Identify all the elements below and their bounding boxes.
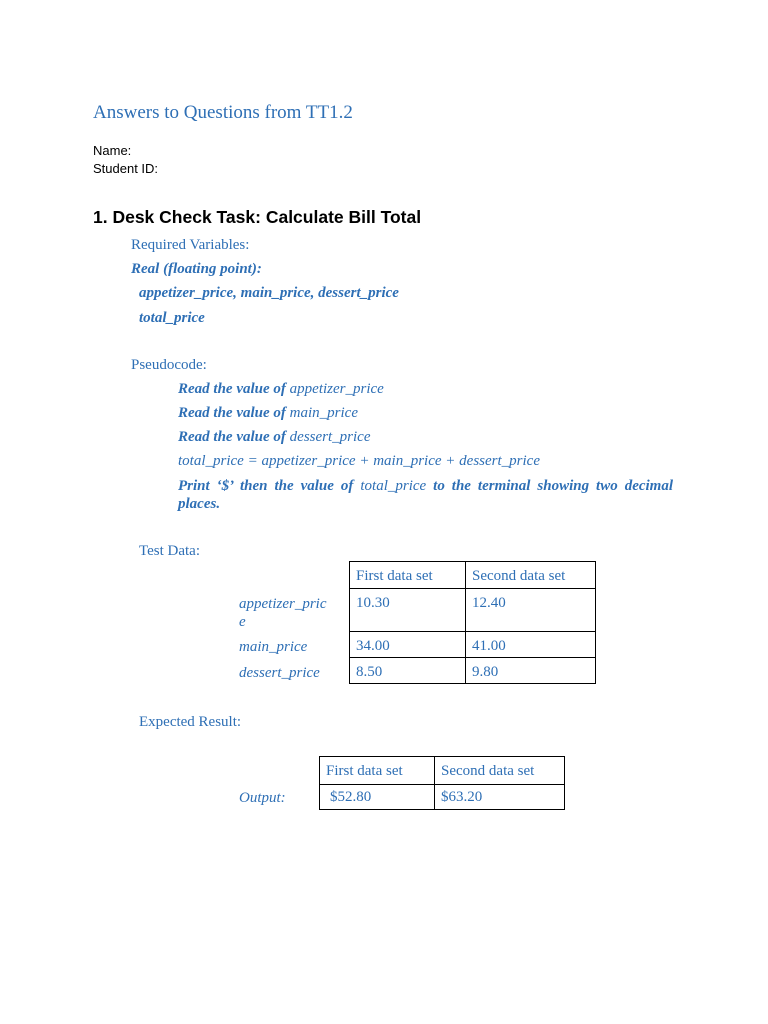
table-cell: 34.00: [350, 632, 466, 658]
pseudocode-print-line: [178, 477, 673, 513]
pseudocode-variable: dessert_price: [289, 429, 371, 445]
pseudocode-keyword: Read the value of: [178, 381, 286, 397]
pseudocode-variable: main_price: [289, 405, 358, 421]
pseudocode-print-keyword: Print ‘$’ then the value of: [178, 478, 354, 494]
row-label: appetizer_pric: [239, 596, 327, 612]
variables-line-2: total_price: [139, 310, 205, 326]
pseudocode-line: [178, 405, 358, 422]
table-header-cell: First data set: [320, 757, 435, 785]
table-header-cell: First data set: [350, 562, 466, 589]
row-label: dessert_price: [239, 665, 320, 681]
pseudocode-keyword: Read the value of: [178, 429, 286, 445]
test-data-table: [349, 561, 596, 684]
table-cell: 12.40: [466, 589, 596, 632]
pseudocode-formula: total_price = appetizer_price + main_price + dessert_price: [178, 453, 540, 469]
document-title: Answers to Questions from TT1.2: [93, 102, 353, 123]
table-cell: $52.80: [320, 785, 435, 810]
pseudocode-label: Pseudocode:: [131, 357, 207, 373]
table-cell: 8.50: [350, 658, 466, 684]
pseudocode-line: [178, 429, 370, 446]
expected-result-label: Expected Result:: [139, 714, 242, 730]
table-row: [350, 658, 596, 684]
student-id-label: Student ID:: [93, 161, 159, 176]
variables-label: Required Variables:: [131, 237, 250, 253]
output-label: Output:: [239, 790, 286, 806]
name-label: Name:: [93, 143, 132, 158]
table-header-cell: Second data set: [435, 757, 565, 785]
variables-line-1: appetizer_price, main_price, dessert_price: [139, 285, 399, 301]
expected-result-table: [319, 756, 565, 810]
section-heading: 1. Desk Check Task: Calculate Bill Total: [93, 207, 422, 227]
table-row: [320, 785, 565, 810]
pseudocode-line: [178, 381, 384, 398]
table-header-cell: Second data set: [466, 562, 596, 589]
table-row: [350, 589, 596, 632]
pseudocode-print-rest: to the terminal showing two decimal places.: [178, 478, 674, 512]
variables-type: Real (floating point):: [131, 261, 262, 277]
pseudocode-print-variable: total_price: [360, 478, 427, 494]
table-cell: $63.20: [435, 785, 565, 810]
table-cell: 41.00: [466, 632, 596, 658]
row-label-continued: e: [239, 614, 246, 630]
test-data-label: Test Data:: [139, 543, 201, 559]
row-label: main_price: [239, 639, 308, 655]
table-cell: 10.30: [350, 589, 466, 632]
table-row: [350, 632, 596, 658]
pseudocode-keyword: Read the value of: [178, 405, 286, 421]
pseudocode-variable: appetizer_price: [289, 381, 384, 397]
table-cell: 9.80: [466, 658, 596, 684]
